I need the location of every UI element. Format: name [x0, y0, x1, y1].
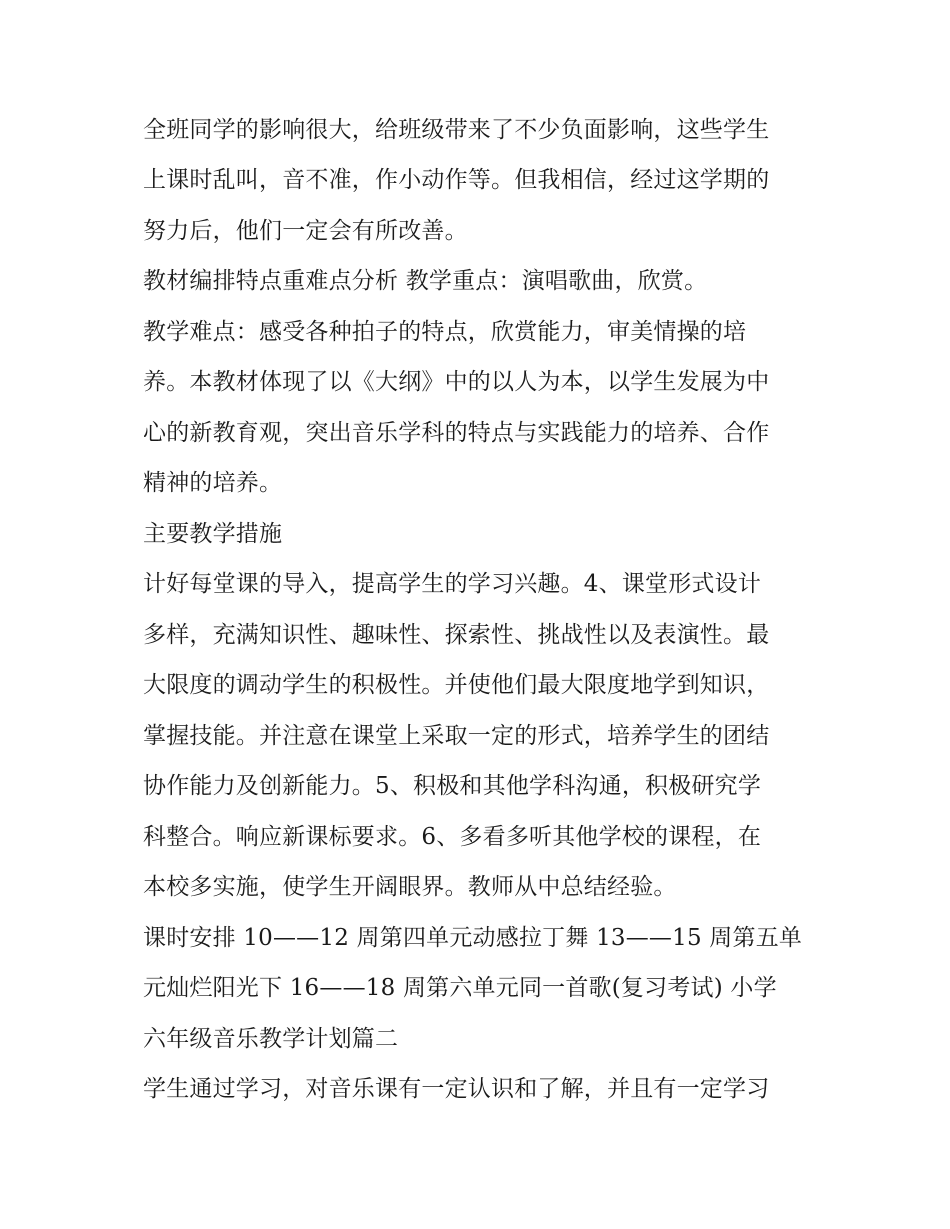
text-line: 元灿烂阳光下 16——18 周第六单元同一首歌(复习考试) 小学 [143, 975, 777, 1001]
text-line: 努力后，他们一定会有所改善。 [143, 218, 468, 244]
text-line: 大限度的调动学生的积极性。并使他们最大限度地学到知识， [143, 672, 770, 698]
text-line: 掌握技能。并注意在课堂上采取一定的形式，培养学生的团结 [143, 723, 770, 749]
text-line: 六年级音乐教学计划篇二 [143, 1026, 399, 1052]
text-line: 精神的培养。 [143, 470, 283, 496]
text-line: 多样，充满知识性、趣味性、探索性、挑战性以及表演性。最 [143, 622, 770, 648]
text-line: 养。本教材体现了以《大纲》中的以人为本，以学生发展为中 [143, 369, 770, 395]
text-line: 全班同学的影响很大，给班级带来了不少负面影响，这些学生 [143, 117, 770, 143]
text-line: 上课时乱叫，音不准，作小动作等。但我相信，经过这学期的 [143, 167, 770, 193]
text-line: 心的新教育观，突出音乐学科的特点与实践能力的培养、合作 [143, 420, 770, 446]
text-line: 计好每堂课的导入，提高学生的学习兴趣。4、课堂形式设计 [143, 571, 762, 597]
section-heading: 主要教学措施 [143, 521, 283, 547]
text-line: 教学难点：感受各种拍子的特点，欣赏能力，审美情操的培 [143, 319, 747, 345]
text-line: 课时安排 10——12 周第四单元动感拉丁舞 13——15 周第五单 [143, 925, 803, 951]
text-line: 教材编排特点重难点分析 教学重点：演唱歌曲，欣赏。 [143, 268, 708, 294]
text-line: 学生通过学习，对音乐课有一定认识和了解，并且有一定学习 [143, 1076, 770, 1102]
text-line: 协作能力及创新能力。5、积极和其他学科沟通，积极研究学 [143, 773, 762, 799]
text-line: 本校多实施，使学生开阔眼界。教师从中总结经验。 [143, 874, 677, 900]
text-line: 科整合。响应新课标要求。6、多看多听其他学校的课程，在 [143, 824, 762, 850]
